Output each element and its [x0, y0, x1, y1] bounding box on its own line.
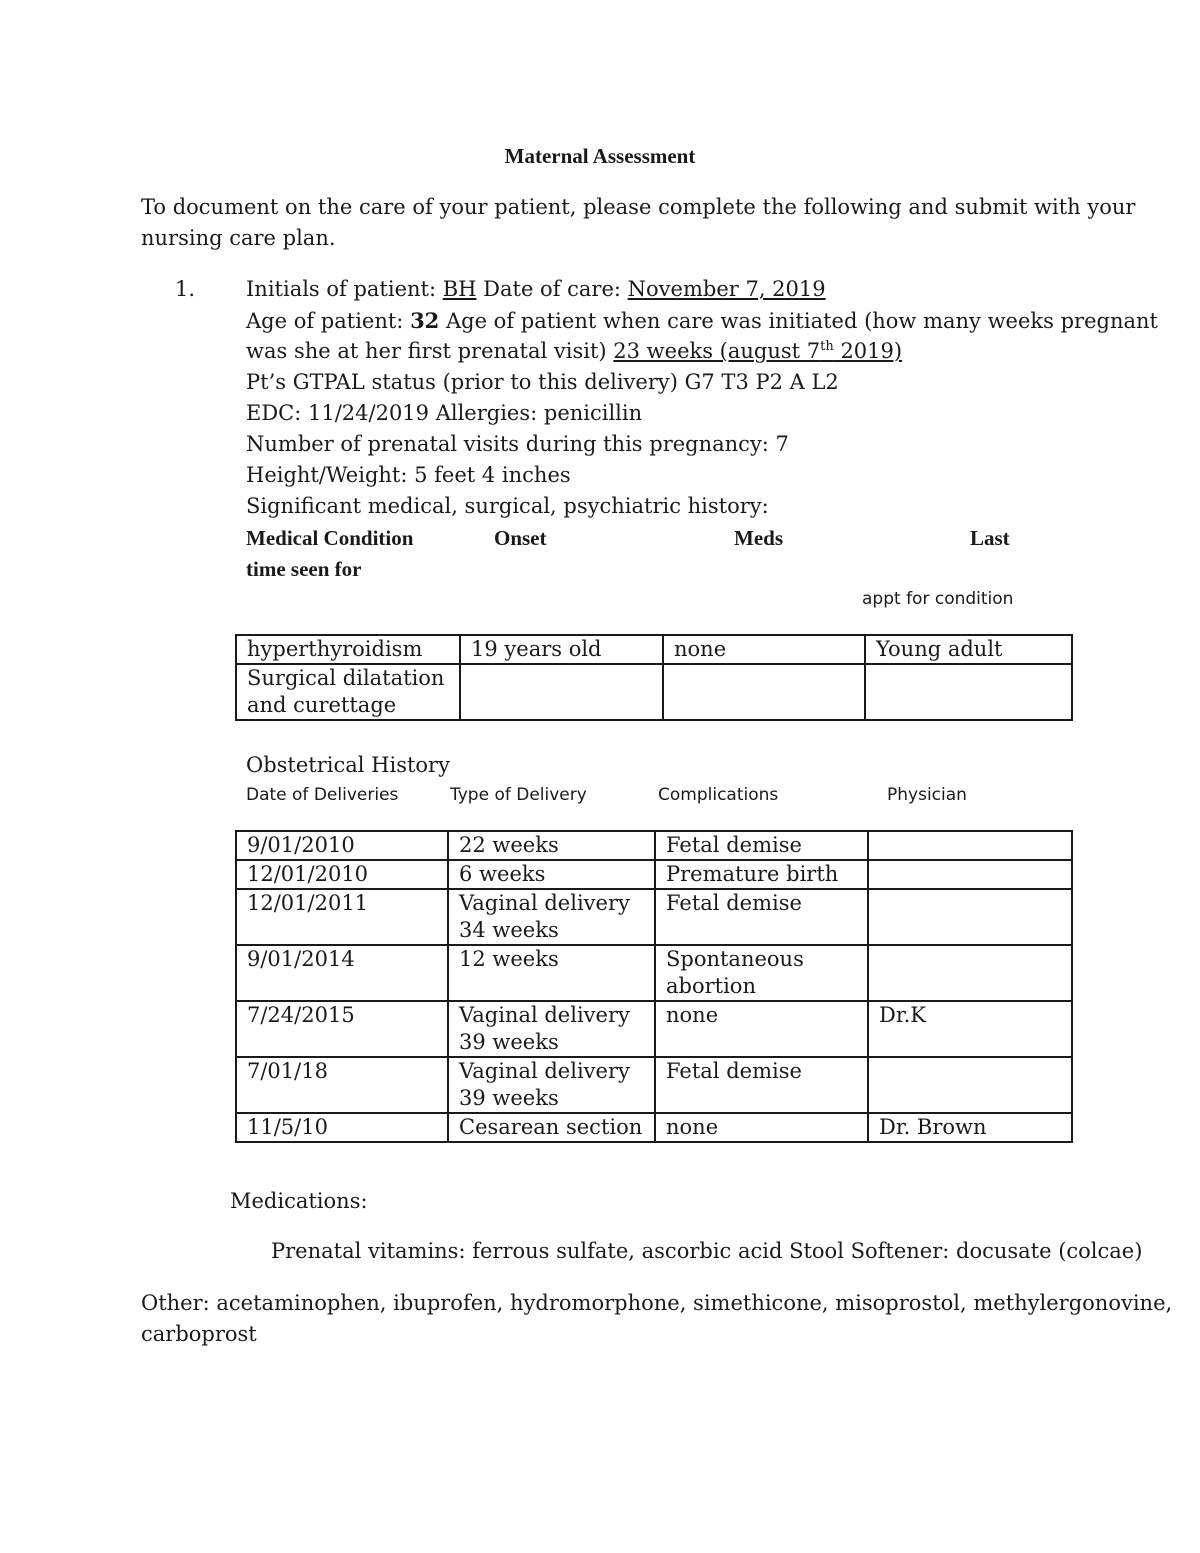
table-row [236, 635, 1072, 664]
obstetrical-history-table [235, 830, 1073, 1143]
medical-header-appt: appt for condition [862, 589, 1014, 609]
medical-header-onset: Onset [494, 526, 547, 550]
age-value: 32 [410, 308, 440, 333]
medical-header-condition: Medical Condition [246, 526, 414, 550]
first-visit-value: 23 weeks (august 7th 2019) [613, 339, 903, 363]
table-cell: 7/24/2015 [236, 1001, 448, 1057]
edc-line: EDC: 11/24/2019 Allergies: penicillin [246, 401, 643, 425]
table-cell: Dr.K [868, 1001, 1072, 1057]
table-cell: Premature birth [655, 860, 868, 889]
age-line [246, 308, 1158, 333]
table-row [236, 664, 1072, 720]
table-row [236, 1057, 1072, 1113]
table-cell: Vaginal delivery 34 weeks [448, 889, 655, 945]
first-visit-line [246, 339, 902, 363]
table-cell: Fetal demise [655, 889, 868, 945]
table-cell: hyperthyroidism [236, 635, 460, 664]
table-cell: Fetal demise [655, 1057, 868, 1113]
table-cell: Vaginal delivery 39 weeks [448, 1001, 655, 1057]
table-row [236, 945, 1072, 1001]
history-label: Significant medical, surgical, psychiatric history: [246, 494, 769, 518]
table-cell: 9/01/2014 [236, 945, 448, 1001]
initials-line [246, 277, 826, 301]
table-row [236, 1113, 1072, 1142]
table-cell: 12/01/2010 [236, 860, 448, 889]
table-cell [865, 664, 1072, 720]
age-label: Age of patient: [246, 309, 411, 333]
prenatal-medications: Prenatal vitamins: ferrous sulfate, ascorbic acid Stool Softener: docusate (colcae) [271, 1239, 1143, 1263]
ob-header-complications: Complications [658, 785, 779, 805]
medications-label: Medications: [230, 1189, 368, 1213]
table-cell: Fetal demise [655, 831, 868, 860]
table-cell: 19 years old [460, 635, 663, 664]
table-cell: 11/5/10 [236, 1113, 448, 1142]
initials-label: Initials of patient: [246, 277, 443, 301]
ob-header-physician: Physician [887, 785, 967, 805]
table-cell: 9/01/2010 [236, 831, 448, 860]
table-cell: none [663, 635, 865, 664]
table-row [236, 1001, 1072, 1057]
table-cell: Dr. Brown [868, 1113, 1072, 1142]
height-weight-line: Height/Weight: 5 feet 4 inches [246, 463, 571, 487]
table-cell: Cesarean section [448, 1113, 655, 1142]
table-cell: 6 weeks [448, 860, 655, 889]
initials-value: BH [442, 277, 477, 301]
table-row [236, 889, 1072, 945]
medical-header-meds: Meds [734, 526, 783, 550]
intro-line-1: To document on the care of your patient, please complete the following and submit with your [141, 195, 1136, 219]
table-cell: Vaginal delivery 39 weeks [448, 1057, 655, 1113]
table-row [236, 860, 1072, 889]
table-cell [663, 664, 865, 720]
table-cell [868, 860, 1072, 889]
table-cell: Young adult [865, 635, 1072, 664]
medical-header-last: Last [970, 526, 1010, 550]
table-row [236, 831, 1072, 860]
table-cell [868, 889, 1072, 945]
visits-line: Number of prenatal visits during this pregnancy: 7 [246, 432, 789, 456]
table-cell: Spontaneous abortion [655, 945, 868, 1001]
table-cell [868, 831, 1072, 860]
obstetrical-history-title: Obstetrical History [246, 753, 450, 777]
table-cell: 12/01/2011 [236, 889, 448, 945]
list-number: 1. [175, 277, 196, 301]
ob-header-date: Date of Deliveries [246, 785, 399, 805]
table-cell [868, 1057, 1072, 1113]
first-visit-label: was she at her first prenatal visit) [246, 339, 614, 363]
other-medications-line-1: Other: acetaminophen, ibuprofen, hydromorphone, simethicone, misoprostol, methylergonovine, [141, 1291, 1173, 1315]
other-medications-line-2: carboprost [141, 1322, 257, 1346]
table-cell: Surgical dilatation and curettage [236, 664, 460, 720]
table-cell: 12 weeks [448, 945, 655, 1001]
table-cell: none [655, 1001, 868, 1057]
medical-header-time-seen: time seen for [246, 557, 362, 581]
table-cell: 22 weeks [448, 831, 655, 860]
ob-header-type: Type of Delivery [450, 785, 587, 805]
medical-history-table [235, 634, 1073, 721]
table-cell [460, 664, 663, 720]
table-cell: none [655, 1113, 868, 1142]
date-value: November 7, 2019 [627, 277, 826, 301]
date-label: Date of care: [476, 277, 628, 301]
intro-line-2: nursing care plan. [141, 226, 336, 250]
gtpal-line: Pt’s GTPAL status (prior to this delivery) G7 T3 P2 A L2 [246, 370, 839, 394]
table-cell [868, 945, 1072, 1001]
age-initiated-label: Age of patient when care was initiated (how many weeks pregnant [439, 309, 1158, 333]
page-title: Maternal Assessment [504, 144, 696, 168]
table-cell: 7/01/18 [236, 1057, 448, 1113]
